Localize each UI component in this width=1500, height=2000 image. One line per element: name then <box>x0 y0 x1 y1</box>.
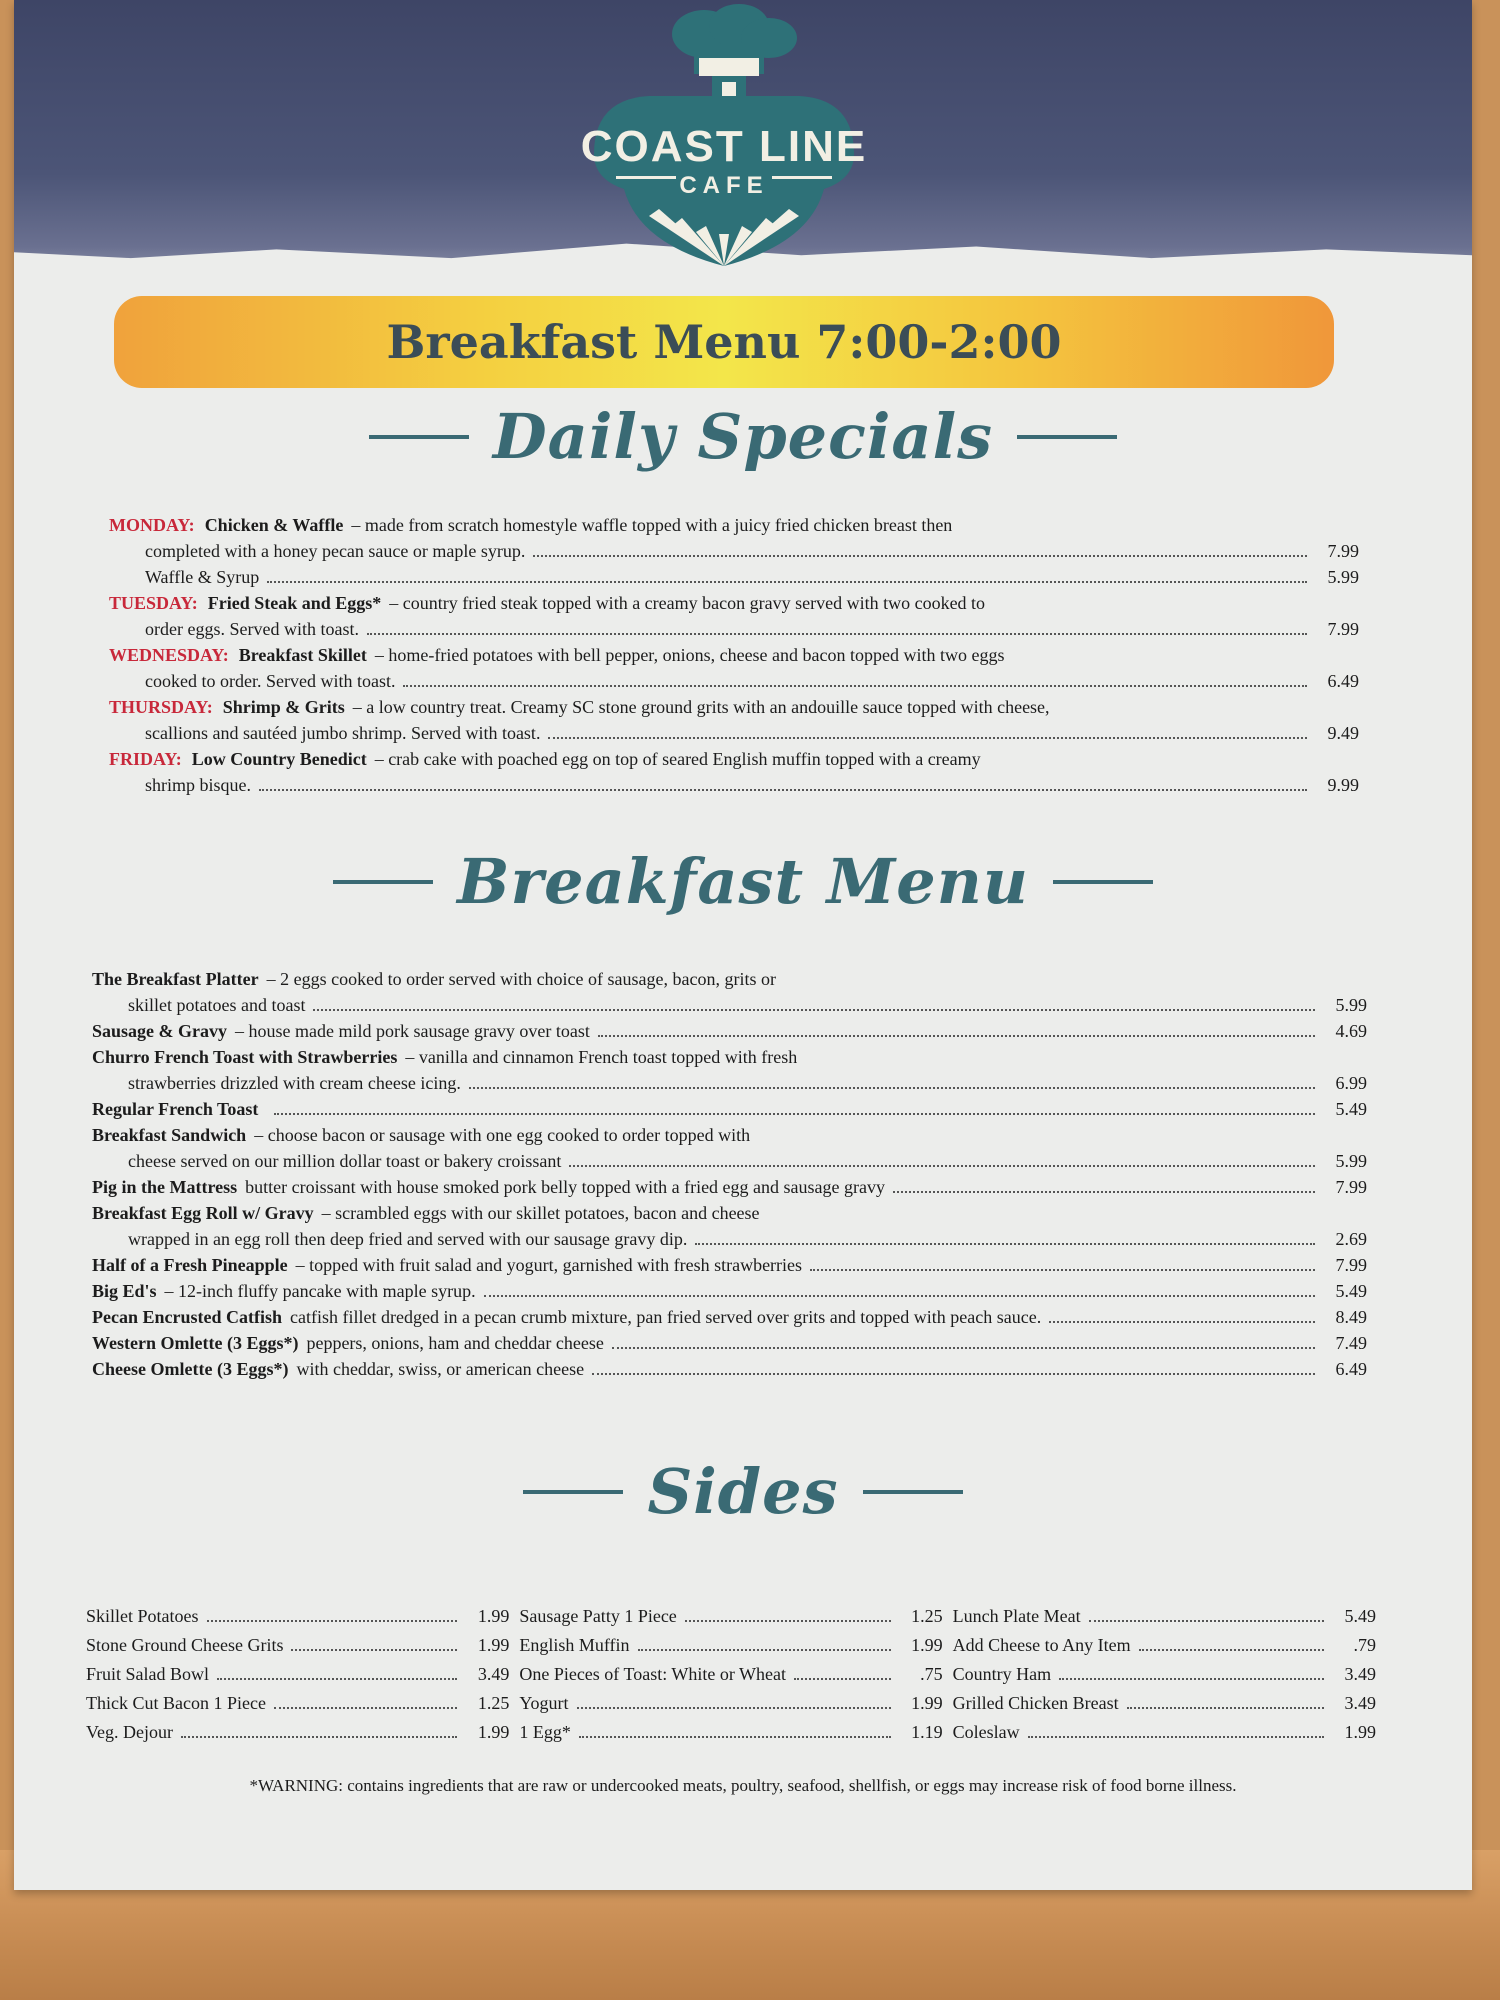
menu-line <box>92 1174 1367 1200</box>
dot-leader <box>267 581 1307 583</box>
dot-leader <box>612 1347 1315 1349</box>
dot-leader <box>685 1620 891 1622</box>
side-item-price: 1.99 <box>1344 1722 1376 1742</box>
item-name: Shrimp & Grits <box>222 697 345 717</box>
menu-line <box>92 1070 1367 1096</box>
item-price: 7.49 <box>1335 1333 1367 1353</box>
sides-heading <box>14 1455 1472 1528</box>
item-description: – country fried steak topped with a creamy bacon gravy served with two cooked to <box>389 593 986 613</box>
item-description: – topped with fruit salad and yogurt, garnished with fresh strawberries <box>295 1255 803 1275</box>
item-name: Big Ed's <box>92 1281 157 1301</box>
menu-line <box>92 1278 1367 1304</box>
menu-line <box>92 1096 1367 1122</box>
side-item-name: Skillet Potatoes <box>86 1606 199 1626</box>
side-item-name: Country Ham <box>952 1664 1052 1684</box>
item-name: Sausage & Gravy <box>92 1021 227 1041</box>
item-name: Western Omlette (3 Eggs*) <box>92 1333 299 1353</box>
item-description: completed with a honey pecan sauce or maple syrup. <box>145 541 526 561</box>
menu-line <box>109 616 1359 642</box>
menu-line <box>92 1330 1367 1356</box>
item-description: shrimp bisque. <box>145 775 251 795</box>
item-description: – crab cake with poached egg on top of seared English muffin topped with a creamy <box>374 749 981 769</box>
item-description: wrapped in an egg roll then deep fried and served with our sausage gravy dip. <box>128 1229 688 1249</box>
dot-leader <box>469 1087 1315 1089</box>
side-item-price: 3.49 <box>1344 1693 1376 1713</box>
side-item-price: 3.49 <box>477 1664 510 1684</box>
day-label: TUESDAY: <box>109 593 198 613</box>
item-description: Waffle & Syrup <box>145 567 260 587</box>
item-description: – a low country treat. Creamy SC stone ground grits with an andouille sauce topped with cheese, <box>352 697 1050 717</box>
dot-leader <box>1049 1321 1315 1323</box>
dot-leader <box>569 1165 1315 1167</box>
dot-leader <box>598 1035 1315 1037</box>
side-item-price: 1.99 <box>477 1606 510 1626</box>
heading-rule-right <box>863 1490 963 1494</box>
dot-leader <box>1028 1736 1324 1738</box>
sides-column <box>86 1602 509 1747</box>
item-description: – vanilla and cinnamon French toast topped with fresh <box>405 1047 798 1067</box>
side-item-price: 1.25 <box>477 1693 510 1713</box>
menu-line <box>92 1122 1367 1148</box>
cafe-logo <box>554 4 894 274</box>
dot-leader <box>291 1649 457 1651</box>
dot-leader <box>592 1373 1315 1375</box>
side-item-name: Grilled Chicken Breast <box>952 1693 1119 1713</box>
dot-leader <box>181 1736 457 1738</box>
side-item <box>519 1602 942 1631</box>
dot-leader <box>217 1678 457 1680</box>
item-description: cheese served on our million dollar toast or bakery croissant <box>128 1151 562 1171</box>
dot-leader <box>577 1707 891 1709</box>
side-item-price: 1.99 <box>477 1722 510 1742</box>
menu-line <box>109 772 1359 798</box>
menu-line <box>92 992 1367 1018</box>
menu-line <box>92 1304 1367 1330</box>
dot-leader <box>1059 1678 1324 1680</box>
item-description: butter croissant with house smoked pork belly topped with a fried egg and sausage gravy <box>245 1177 885 1197</box>
side-item <box>519 1689 942 1718</box>
side-item-price: 5.49 <box>1344 1606 1376 1626</box>
item-name: Breakfast Sandwich <box>92 1125 247 1145</box>
heading-rule-right <box>1053 880 1153 884</box>
dot-leader <box>810 1269 1315 1271</box>
menu-line <box>109 746 1359 772</box>
item-price: 9.99 <box>1327 775 1359 795</box>
item-price: 6.49 <box>1335 1359 1367 1379</box>
side-item-price: 1.99 <box>477 1635 510 1655</box>
item-name: Breakfast Egg Roll w/ Gravy <box>92 1203 314 1223</box>
menu-line <box>109 564 1359 590</box>
side-item-price: 1.99 <box>911 1635 943 1655</box>
sides-column <box>953 1602 1376 1747</box>
item-name: Low Country Benedict <box>191 749 367 769</box>
side-item <box>86 1660 509 1689</box>
side-item-price: .75 <box>920 1664 943 1684</box>
item-description: skillet potatoes and toast <box>128 995 306 1015</box>
item-price: 5.99 <box>1327 567 1359 587</box>
dot-leader <box>1139 1649 1324 1651</box>
menu-line <box>92 1252 1367 1278</box>
menu-line <box>92 1226 1367 1252</box>
item-price: 6.49 <box>1327 671 1359 691</box>
logo-subtitle: CAFE <box>679 172 769 199</box>
breakfast-menu-title: Breakfast Menu <box>457 845 1029 918</box>
item-name: Half of a Fresh Pineapple <box>92 1255 288 1275</box>
sides-column <box>519 1602 942 1747</box>
heading-rule-left <box>369 435 469 439</box>
menu-page <box>14 0 1472 1890</box>
menu-line <box>109 668 1359 694</box>
dot-leader <box>484 1295 1315 1297</box>
dot-leader <box>313 1009 1315 1011</box>
side-item-name: English Muffin <box>519 1635 630 1655</box>
dot-leader <box>1127 1707 1324 1709</box>
day-label: FRIDAY: <box>109 749 182 769</box>
breakfast-menu-heading <box>14 845 1472 918</box>
item-name: Chicken & Waffle <box>204 515 344 535</box>
item-price: 6.99 <box>1335 1073 1367 1093</box>
menu-line <box>92 1018 1367 1044</box>
dot-leader <box>695 1243 1315 1245</box>
daily-specials-title: Daily Specials <box>492 400 994 473</box>
day-label: WEDNESDAY: <box>109 645 229 665</box>
dot-leader <box>794 1678 891 1680</box>
food-safety-warning: *WARNING: contains ingredients that are raw or undercooked meats, poultry, seafood, shellfish, or eggs may increase risk of food borne illness. <box>249 1776 1237 1795</box>
side-item-name: Veg. Dejour <box>86 1722 173 1742</box>
side-item-price: 3.49 <box>1344 1664 1376 1684</box>
item-price: 5.99 <box>1335 995 1367 1015</box>
side-item-price: 1.99 <box>911 1693 943 1713</box>
side-item-name: Stone Ground Cheese Grits <box>86 1635 284 1655</box>
menu-line <box>109 538 1359 564</box>
item-name: Churro French Toast with Strawberries <box>92 1047 398 1067</box>
side-item-name: Yogurt <box>519 1693 569 1713</box>
item-description: – scrambled eggs with our skillet potatoes, bacon and cheese <box>321 1203 760 1223</box>
item-price: 5.49 <box>1335 1099 1367 1119</box>
sides-title: Sides <box>647 1455 839 1528</box>
banner-title: Breakfast Menu 7:00-2:00 <box>386 315 1062 369</box>
menu-line <box>109 642 1359 668</box>
item-name: The Breakfast Platter <box>92 969 259 989</box>
side-item <box>86 1689 509 1718</box>
item-description: with cheddar, swiss, or american cheese <box>296 1359 585 1379</box>
item-price: 7.99 <box>1327 619 1359 639</box>
menu-line <box>109 590 1359 616</box>
item-description: catfish fillet dredged in a pecan crumb mixture, pan fried served over grits and topped with peach sauce. <box>290 1307 1042 1327</box>
item-name: Cheese Omlette (3 Eggs*) <box>92 1359 289 1379</box>
breakfast-menu-list <box>92 966 1367 1382</box>
item-description: cooked to order. Served with toast. <box>145 671 396 691</box>
sides-list <box>86 1602 1386 1747</box>
side-item-name: One Pieces of Toast: White or Wheat <box>519 1664 786 1684</box>
menu-hours-banner <box>114 296 1334 388</box>
menu-line <box>92 1044 1367 1070</box>
side-item <box>953 1631 1376 1660</box>
item-description: – 2 eggs cooked to order served with choice of sausage, bacon, grits or <box>266 969 776 989</box>
item-price: 4.69 <box>1335 1021 1367 1041</box>
item-description: – choose bacon or sausage with one egg cooked to order topped with <box>254 1125 751 1145</box>
side-item <box>953 1689 1376 1718</box>
side-item <box>953 1660 1376 1689</box>
dot-leader <box>259 789 1307 791</box>
heading-rule-left <box>333 880 433 884</box>
side-item <box>519 1631 942 1660</box>
day-label: THURSDAY: <box>109 697 213 717</box>
side-item <box>86 1718 509 1747</box>
menu-line <box>109 694 1359 720</box>
side-item <box>953 1718 1376 1747</box>
item-description: – house made mild pork sausage gravy over toast <box>235 1021 590 1041</box>
menu-line <box>92 1200 1367 1226</box>
dot-leader <box>533 555 1307 557</box>
dot-leader <box>207 1620 458 1622</box>
item-description: peppers, onions, ham and cheddar cheese <box>306 1333 604 1353</box>
item-description: strawberries drizzled with cream cheese icing. <box>128 1073 461 1093</box>
dot-leader <box>579 1736 891 1738</box>
side-item <box>953 1602 1376 1631</box>
side-item-name: Sausage Patty 1 Piece <box>519 1606 677 1626</box>
side-item-name: Add Cheese to Any Item <box>952 1635 1131 1655</box>
dot-leader <box>274 1113 1315 1115</box>
menu-line <box>92 1356 1367 1382</box>
menu-line <box>92 1148 1367 1174</box>
menu-line <box>109 720 1359 746</box>
dot-leader <box>367 633 1307 635</box>
side-item-name: Fruit Salad Bowl <box>86 1664 210 1684</box>
item-name: Regular French Toast <box>92 1099 259 1119</box>
menu-line <box>92 966 1367 992</box>
item-name: Pig in the Mattress <box>92 1177 238 1197</box>
item-name: Breakfast Skillet <box>238 645 367 665</box>
dot-leader <box>403 685 1307 687</box>
item-description: – 12-inch fluffy pancake with maple syrup. <box>164 1281 476 1301</box>
side-item <box>519 1718 942 1747</box>
dot-leader <box>548 737 1307 739</box>
heading-rule-left <box>523 1490 623 1494</box>
menu-line <box>109 512 1359 538</box>
dot-leader <box>274 1707 457 1709</box>
side-item <box>86 1631 509 1660</box>
side-item-price: .79 <box>1353 1635 1376 1655</box>
daily-specials-heading <box>14 400 1472 473</box>
item-price: 5.49 <box>1335 1281 1367 1301</box>
side-item-name: Coleslaw <box>952 1722 1020 1742</box>
dot-leader <box>638 1649 891 1651</box>
side-item-price: 1.19 <box>911 1722 943 1742</box>
item-name: Fried Steak and Eggs* <box>207 593 382 613</box>
dot-leader <box>1089 1620 1324 1622</box>
logo-name: COAST LINE <box>580 122 868 171</box>
side-item <box>519 1660 942 1689</box>
item-price: 2.69 <box>1335 1229 1367 1249</box>
item-description: – made from scratch homestyle waffle topped with a juicy fried chicken breast then <box>351 515 953 535</box>
day-label: MONDAY: <box>109 515 195 535</box>
item-price: 5.99 <box>1335 1151 1367 1171</box>
item-description: order eggs. Served with toast. <box>145 619 359 639</box>
item-description: – home-fried potatoes with bell pepper, onions, cheese and bacon topped with two eggs <box>374 645 1005 665</box>
side-item <box>86 1602 509 1631</box>
dot-leader <box>893 1191 1315 1193</box>
side-item-name: Thick Cut Bacon 1 Piece <box>86 1693 266 1713</box>
item-name: Pecan Encrusted Catfish <box>92 1307 282 1327</box>
item-price: 7.99 <box>1335 1255 1367 1275</box>
daily-specials-list <box>109 512 1359 798</box>
item-description: scallions and sautéed jumbo shrimp. Served with toast. <box>145 723 541 743</box>
item-price: 7.99 <box>1335 1177 1367 1197</box>
side-item-price: 1.25 <box>911 1606 943 1626</box>
heading-rule-right <box>1017 435 1117 439</box>
item-price: 8.49 <box>1335 1307 1367 1327</box>
side-item-name: 1 Egg* <box>519 1722 571 1742</box>
item-price: 9.49 <box>1327 723 1359 743</box>
item-price: 7.99 <box>1327 541 1359 561</box>
side-item-name: Lunch Plate Meat <box>952 1606 1081 1626</box>
